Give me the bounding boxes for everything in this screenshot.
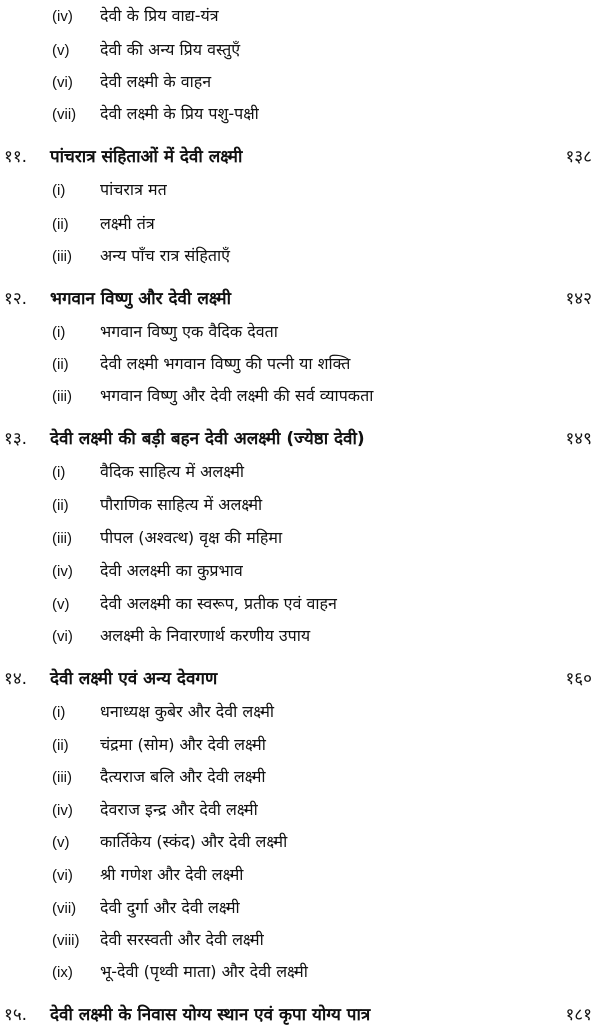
subitem-text: कार्तिकेय (स्कंद) और देवी लक्ष्मी <box>100 832 288 851</box>
subitem-number: (v) <box>52 596 70 613</box>
chapter-number: ११. <box>4 147 28 167</box>
toc-subitem <box>52 767 266 788</box>
subitem-number: (vi) <box>52 867 73 884</box>
subitem-number: (i) <box>52 324 66 341</box>
page-number: १८१ <box>565 1005 592 1025</box>
subitem-text: श्री गणेश और देवी लक्ष्मी <box>100 865 244 884</box>
toc-subitem <box>52 930 264 951</box>
subitem-text: देवी लक्ष्मी के वाहन <box>100 72 212 91</box>
subitem-number: (iv) <box>52 8 73 25</box>
subitem-number: (iii) <box>52 248 72 265</box>
subitem-number: (vi) <box>52 628 73 645</box>
toc-subitem <box>52 354 350 375</box>
toc-subitem <box>52 594 337 615</box>
toc-subitem <box>52 735 266 756</box>
chapter-heading <box>4 288 596 310</box>
subitem-text: अन्य पाँच रात्र संहिताएँ <box>100 246 230 265</box>
subitem-number: (ii) <box>52 737 69 754</box>
subitem-text: लक्ष्मी तंत्र <box>100 214 155 233</box>
page-number: १४९ <box>565 429 592 449</box>
subitem-text: देवराज इन्द्र और देवी लक्ष्मी <box>100 800 258 819</box>
subitem-number: (v) <box>52 42 70 59</box>
subitem-text: धनाध्यक्ष कुबेर और देवी लक्ष्मी <box>100 702 275 721</box>
toc-subitem <box>52 528 282 549</box>
toc-subitem <box>52 40 240 61</box>
subitem-number: (iv) <box>52 802 73 819</box>
subitem-text: देवी के प्रिय वाद्य-यंत्र <box>100 6 219 25</box>
chapter-heading <box>4 668 596 690</box>
toc-subitem <box>52 898 240 919</box>
chapter-title: देवी लक्ष्मी एवं अन्य देवगण <box>50 669 218 689</box>
subitem-text: भगवान विष्णु और देवी लक्ष्मी की सर्व व्यापकता <box>100 386 374 405</box>
subitem-text: देवी लक्ष्मी के प्रिय पशु-पक्षी <box>100 104 259 123</box>
toc-subitem <box>52 626 310 647</box>
subitem-number: (i) <box>52 464 66 481</box>
toc-subitem <box>52 180 167 201</box>
subitem-number: (iv) <box>52 563 73 580</box>
toc-subitem <box>52 495 262 516</box>
toc-subitem <box>52 561 243 582</box>
subitem-number: (ix) <box>52 964 73 981</box>
chapter-title: देवी लक्ष्मी के निवास योग्य स्थान एवं कृपा योग्य पात्र <box>50 1005 371 1025</box>
subitem-number: (ii) <box>52 356 69 373</box>
toc-subitem <box>52 702 274 723</box>
toc-subitem <box>52 800 258 821</box>
toc-subitem <box>52 246 230 267</box>
chapter-heading <box>4 146 596 168</box>
toc-subitem <box>52 72 211 93</box>
subitem-number: (i) <box>52 704 66 721</box>
chapter-title: पांचरात्र संहिताओं में देवी लक्ष्मी <box>50 147 243 167</box>
toc-subitem <box>52 6 219 27</box>
toc-subitem <box>52 962 308 983</box>
toc-subitem <box>52 832 287 853</box>
subitem-number: (v) <box>52 834 70 851</box>
toc-subitem <box>52 865 243 886</box>
subitem-number: (viii) <box>52 932 80 949</box>
subitem-text: दैत्यराज बलि और देवी लक्ष्मी <box>100 767 266 786</box>
chapter-number: १५. <box>4 1005 28 1025</box>
subitem-text: देवी अलक्ष्मी का कुप्रभाव <box>100 561 243 580</box>
subitem-text: पीपल (अश्वत्थ) वृक्ष की महिमा <box>100 528 283 547</box>
page-number: १४२ <box>565 289 592 309</box>
toc-subitem <box>52 104 259 125</box>
subitem-number: (vii) <box>52 106 77 123</box>
subitem-text: अलक्ष्मी के निवारणार्थ करणीय उपाय <box>100 626 311 645</box>
subitem-text: देवी सरस्वती और देवी लक्ष्मी <box>100 930 264 949</box>
subitem-text: देवी अलक्ष्मी का स्वरूप, प्रतीक एवं वाहन <box>100 594 337 613</box>
chapter-title: भगवान विष्णु और देवी लक्ष्मी <box>50 289 231 309</box>
subitem-text: देवी दुर्गा और देवी लक्ष्मी <box>100 898 240 917</box>
subitem-text: पौराणिक साहित्य में अलक्ष्मी <box>100 495 263 514</box>
chapter-title: देवी लक्ष्मी की बड़ी बहन देवी अलक्ष्मी (ज्येष्ठा देवी) <box>50 429 365 449</box>
chapter-heading <box>4 428 596 450</box>
subitem-text: पांचरात्र मत <box>100 180 167 199</box>
subitem-number: (iii) <box>52 530 72 547</box>
toc-subitem <box>52 462 244 483</box>
subitem-number: (vi) <box>52 74 73 91</box>
subitem-text: देवी की अन्य प्रिय वस्तुएँ <box>100 40 241 59</box>
subitem-number: (iii) <box>52 388 72 405</box>
chapter-heading <box>4 1004 596 1026</box>
subitem-number: (ii) <box>52 497 69 514</box>
subitem-text: भू-देवी (पृथ्वी माता) और देवी लक्ष्मी <box>100 962 308 981</box>
chapter-number: १३. <box>4 429 28 449</box>
subitem-text: चंद्रमा (सोम) और देवी लक्ष्मी <box>100 735 266 754</box>
toc-subitem <box>52 386 373 407</box>
chapter-number: १४. <box>4 669 28 689</box>
subitem-number: (vii) <box>52 900 77 917</box>
page-number: १६० <box>565 669 592 689</box>
subitem-number: (i) <box>52 182 66 199</box>
subitem-text: वैदिक साहित्य में अलक्ष्मी <box>100 462 245 481</box>
toc-subitem <box>52 214 155 235</box>
chapter-number: १२. <box>4 289 28 309</box>
toc-subitem <box>52 322 278 343</box>
subitem-text: भगवान विष्णु एक वैदिक देवता <box>100 322 278 341</box>
subitem-number: (iii) <box>52 769 72 786</box>
subitem-number: (ii) <box>52 216 69 233</box>
page-number: १३८ <box>565 147 592 167</box>
subitem-text: देवी लक्ष्मी भगवान विष्णु की पत्नी या शक्ति <box>100 354 351 373</box>
